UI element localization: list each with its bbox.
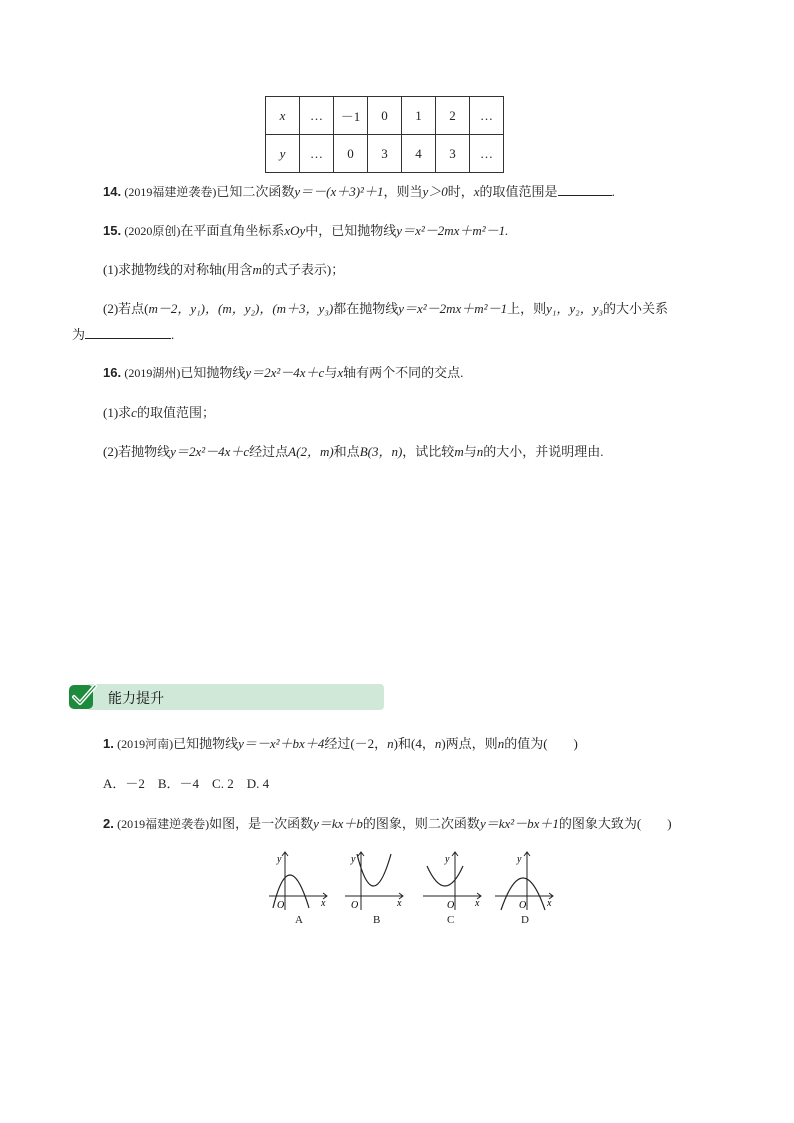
banner-title: 能力提升: [108, 691, 164, 707]
answer-blank[interactable]: [85, 326, 171, 339]
axis-y-label: y: [351, 854, 356, 865]
graph-label-b: B: [373, 914, 381, 926]
question-15-part-1: (1)求抛物线的对称轴(用含m的式子表示)；: [103, 262, 345, 277]
table-cell: …: [300, 135, 334, 173]
question-16-part-2: (2)若抛物线y＝2x²－4x＋c经过点A(2，m)和点B(3，n)，试比较m与n的大小，并说明理由.: [103, 444, 604, 459]
graph-c[interactable]: [421, 848, 491, 912]
practice-1-options: A．－2 B．－4 C. 2 D. 4: [103, 776, 270, 791]
table-cell: 4: [402, 135, 436, 173]
origin-label: O: [351, 900, 359, 911]
axis-x-label: x: [475, 898, 480, 909]
graph-label-a: A: [295, 914, 303, 926]
question-14: 14. (2019福建逆袭卷)已知二次函数y＝－(x＋3)²＋1，则当y＞0时，x的取值范围是 .: [103, 184, 615, 199]
graph-b[interactable]: [343, 848, 413, 912]
table-cell: x: [266, 97, 300, 135]
table-cell: 3: [436, 135, 470, 173]
table-cell: 0: [368, 97, 402, 135]
question-16-part-1: (1)求c的取值范围；: [103, 405, 215, 420]
table-cell: 0: [334, 135, 368, 173]
table-cell: …: [470, 135, 504, 173]
axis-x-label: x: [321, 898, 326, 909]
axis-y-label: y: [445, 854, 450, 865]
axis-y-label: y: [517, 854, 522, 865]
graph-d[interactable]: [493, 848, 563, 912]
origin-label: O: [277, 900, 285, 911]
table-cell: …: [470, 97, 504, 135]
table-cell: y: [266, 135, 300, 173]
graph-label-d: D: [521, 914, 529, 926]
table-cell: －1: [334, 97, 368, 135]
answer-blank[interactable]: [558, 183, 612, 196]
practice-2: 2. (2019福建逆袭卷)如图，是一次函数y＝kx＋b的图象，则二次函数y＝kx²－bx＋1的图象大致为( ): [103, 816, 672, 831]
graph-a[interactable]: [265, 848, 335, 912]
check-icon: [68, 682, 98, 712]
table-row: [266, 135, 504, 173]
question-16: 16. (2019湖州)已知抛物线y＝2x²－4x＋c与x轴有两个不同的交点.: [103, 365, 464, 380]
table-cell: 1: [402, 97, 436, 135]
origin-label: O: [447, 900, 455, 911]
question-15-part-2: (2)若点(m－2，y₁)，(m，y₂)，(m＋3，y₃)都在抛物线y＝x²－2mx＋m²－1上，则y₁，y₂，y₃的大小关系: [103, 301, 668, 316]
graph-label-c: C: [447, 914, 455, 926]
table-cell: 3: [368, 135, 402, 173]
question-15: 15. (2020原创)在平面直角坐标系xOy中，已知抛物线y＝x²－2mx＋m²－1.: [103, 223, 509, 238]
value-table: [265, 96, 504, 173]
origin-label: O: [519, 900, 527, 911]
question-15-part-2-line-2: 为 .: [72, 327, 175, 342]
axis-x-label: x: [547, 898, 552, 909]
section-banner: [68, 684, 384, 710]
practice-1: 1. (2019河南)已知抛物线y＝－x²＋bx＋4经过(－2，n)和(4，n)两点，则n的值为( ): [103, 736, 578, 751]
table-cell: 2: [436, 97, 470, 135]
axis-x-label: x: [397, 898, 402, 909]
table-row: [266, 97, 504, 135]
axis-y-label: y: [277, 854, 282, 865]
table-cell: …: [300, 97, 334, 135]
